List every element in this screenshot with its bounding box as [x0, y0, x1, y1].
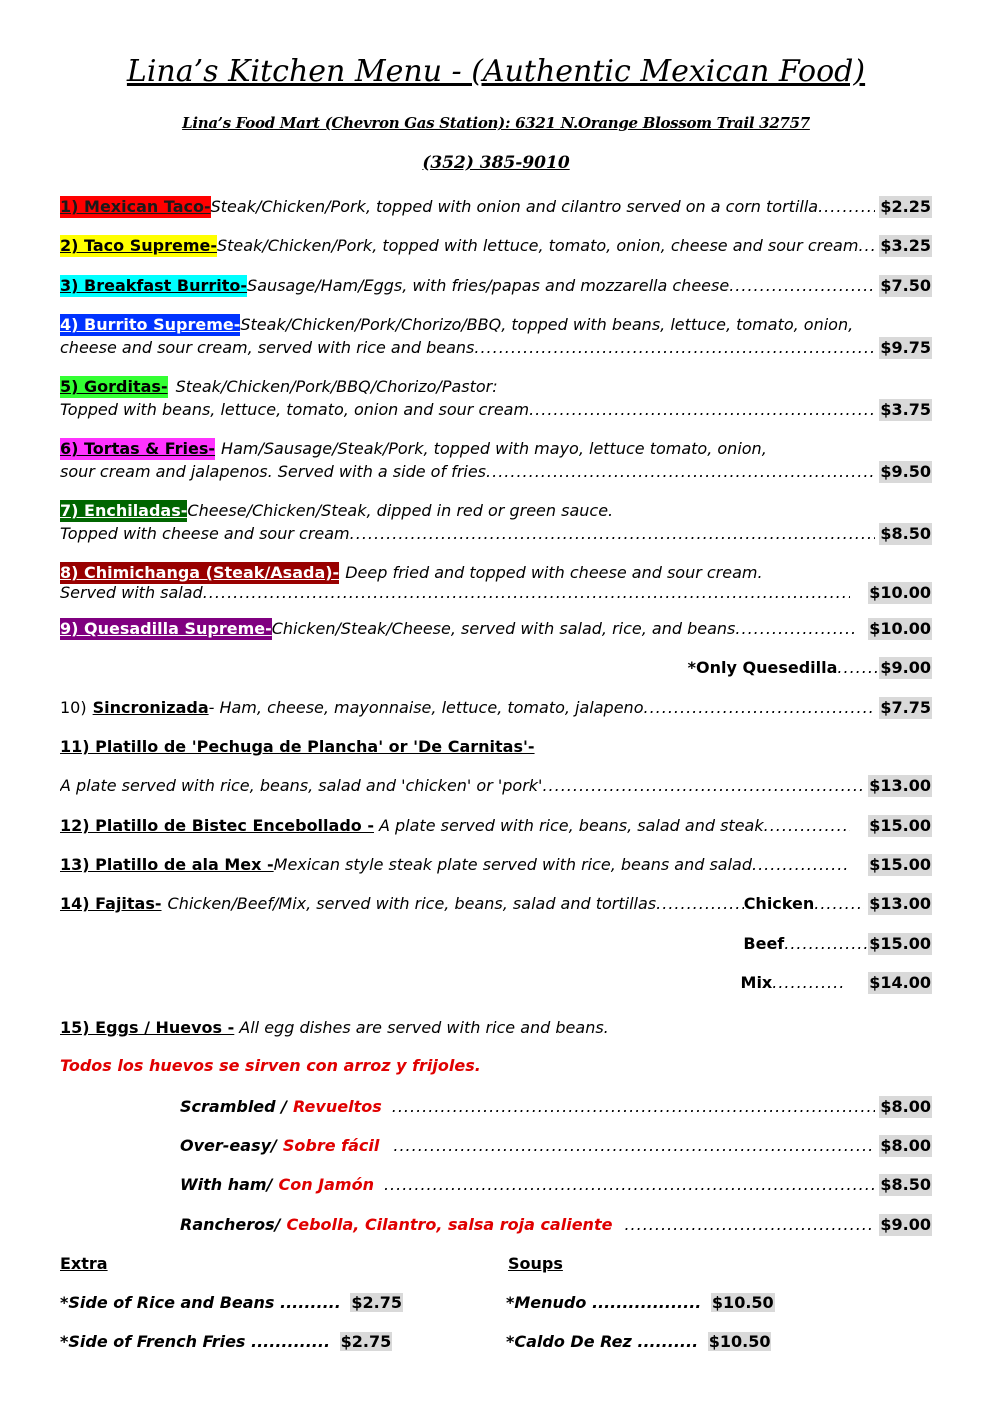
egg-option-price: $8.00	[880, 1136, 931, 1155]
leader-dots	[203, 582, 851, 604]
menu-item-gorditas	[60, 376, 932, 398]
item-description: A plate served with rice, beans, salad and steak	[378, 816, 764, 835]
soup-item-label: *Menudo ..................	[506, 1293, 702, 1312]
item-name: 9) Quesadilla Supreme-	[60, 619, 272, 638]
fajita-option-price: $13.00	[869, 894, 931, 913]
item-name: 3) Breakfast Burrito-	[60, 276, 248, 295]
leader-dots	[764, 815, 851, 837]
item-description: Steak/Chicken/Pork, topped with onion and cilantro served on a corn tortilla	[210, 197, 819, 216]
eggs-spanish-note: Todos los huevos se sirven con arroz y frijoles.	[60, 1056, 481, 1075]
egg-option-english: Rancheros/	[180, 1215, 281, 1234]
extra-item-label: *Side of Rice and Beans ..........	[60, 1293, 341, 1312]
item-name: 4) Burrito Supreme-	[60, 315, 241, 334]
item-description: Topped with beans, lettuce, tomato, onion and sour cream	[60, 400, 530, 419]
leader-dots	[837, 657, 879, 679]
sub-option-price: $9.00	[880, 658, 931, 677]
leader-dots	[393, 1135, 875, 1157]
soup-item-menudo	[506, 1292, 775, 1314]
leader-dots	[392, 1096, 876, 1118]
menu-item-sincronizada	[60, 697, 932, 719]
egg-option-price: $8.50	[880, 1175, 931, 1194]
fajita-option-label: Mix	[740, 973, 773, 992]
item-name: 7) Enchiladas-	[60, 501, 188, 520]
menu-item-fajitas-mix	[60, 972, 932, 994]
egg-option-over-easy	[180, 1135, 932, 1157]
item-price: $8.50	[880, 524, 931, 543]
item-price: $2.25	[880, 197, 931, 216]
item-description: sour cream and jalapenos. Served with a side of fries	[60, 462, 487, 481]
extra-item-label: *Side of French Fries .............	[60, 1332, 331, 1351]
egg-option-scrambled	[180, 1096, 932, 1118]
soup-item-price: $10.50	[708, 1332, 771, 1351]
item-price: $7.50	[880, 276, 931, 295]
extra-item-price: $2.75	[340, 1332, 392, 1351]
menu-item-chimichanga-line2	[60, 582, 932, 604]
item-name: 6) Tortas & Fries-	[60, 439, 216, 458]
leader-dots	[542, 775, 864, 797]
item-description: A plate served with rice, beans, salad and 'chicken' or 'pork'	[60, 776, 543, 795]
leader-dots	[772, 972, 844, 994]
sub-option-label: *Only Quesedilla	[687, 658, 838, 677]
item-description: Deep fried and topped with cheese and sour cream.	[345, 563, 763, 582]
item-description: Chicken/Steak/Cheese, served with salad, rice, and beans	[271, 619, 736, 638]
menu-item-eggs	[60, 1017, 932, 1039]
leader-dots	[818, 196, 875, 218]
egg-option-english: Scrambled /	[180, 1097, 288, 1116]
menu-item-platillo-pechuga-line2	[60, 775, 932, 797]
egg-option-spanish: Con Jamón	[278, 1175, 374, 1194]
menu-item-mexican-taco	[60, 196, 932, 218]
egg-option-spanish: Revueltos	[293, 1097, 382, 1116]
menu-item-fajitas	[60, 893, 932, 915]
item-description: Steak/Chicken/Pork/BBQ/Chorizo/Pastor:	[175, 377, 498, 396]
menu-item-burrito-supreme-line2	[60, 337, 932, 359]
menu-title: Lina’s Kitchen Menu - (Authentic Mexican Food)	[126, 54, 866, 89]
item-description: Chicken/Beef/Mix, served with rice, beans, salad and tortillas	[167, 894, 657, 913]
menu-item-quesadilla-supreme	[60, 618, 932, 640]
menu-item-chimichanga	[60, 562, 932, 584]
extra-item-rice-beans	[60, 1292, 403, 1314]
menu-item-ala-mex	[60, 854, 932, 876]
item-price: $9.50	[880, 462, 931, 481]
item-price: $10.00	[869, 583, 931, 602]
item-number: 10)	[60, 698, 87, 717]
item-name: 11) Platillo de 'Pechuga de Plancha' or 'De Carnitas'-	[60, 737, 535, 756]
menu-item-bistec-encebollado	[60, 815, 932, 837]
fajita-option-label: Chicken	[743, 894, 815, 913]
leader-dots	[784, 933, 868, 955]
leader-dots	[656, 893, 744, 915]
menu-item-tortas-fries	[60, 438, 932, 460]
item-name: 2) Taco Supreme-	[60, 236, 217, 255]
item-description: Steak/Chicken/Pork/Chorizo/BBQ, topped with beans, lettuce, tomato, onion,	[240, 315, 854, 334]
item-name: Sincronizada	[92, 698, 209, 717]
item-description: Mexican style steak plate served with rice, beans and salad	[273, 855, 752, 874]
item-name: 13) Platillo de ala Mex -	[60, 855, 274, 874]
menu-item-taco-supreme	[60, 235, 932, 257]
item-name: 15) Eggs / Huevos -	[60, 1018, 235, 1037]
menu-item-only-quesadilla	[60, 657, 932, 679]
item-price: $10.00	[869, 619, 931, 638]
egg-option-english: Over-easy/	[180, 1136, 277, 1155]
item-price: $15.00	[869, 816, 931, 835]
item-description: Ham/Sausage/Steak/Pork, topped with mayo, lettuce tomato, onion,	[221, 439, 767, 458]
extra-item-french-fries	[60, 1331, 392, 1353]
leader-dots	[624, 1214, 875, 1236]
leader-dots	[729, 275, 875, 297]
soups-heading: Soups	[508, 1254, 563, 1273]
leader-dots	[474, 337, 875, 359]
item-price: $15.00	[869, 855, 931, 874]
egg-option-english: With ham/	[180, 1175, 273, 1194]
item-description: - Ham, cheese, mayonnaise, lettuce, tomato, jalapeno	[208, 698, 644, 717]
leader-dots	[735, 618, 856, 640]
item-description: Cheese/Chicken/Steak, dipped in red or green sauce.	[187, 501, 614, 520]
item-description: cheese and sour cream, served with rice and beans	[60, 338, 475, 357]
egg-option-price: $8.00	[880, 1097, 931, 1116]
menu-item-burrito-supreme	[60, 314, 932, 336]
item-description: All egg dishes are served with rice and beans.	[239, 1018, 609, 1037]
item-description: Steak/Chicken/Pork, topped with lettuce, tomato, onion, cheese and sour cream	[216, 236, 859, 255]
item-price: $7.75	[880, 698, 931, 717]
store-address: Lina’s Food Mart (Chevron Gas Station): 6321 N.Orange Blossom Trail 32757	[182, 114, 810, 132]
leader-dots	[752, 854, 850, 876]
soup-item-label: *Caldo De Rez ..........	[506, 1332, 699, 1351]
leader-dots	[384, 1174, 875, 1196]
egg-option-price: $9.00	[880, 1215, 931, 1234]
item-price: $13.00	[869, 776, 931, 795]
item-description: Served with salad	[60, 583, 203, 602]
item-description: Sausage/Ham/Eggs, with fries/papas and mozzarella cheese	[247, 276, 730, 295]
fajita-option-price: $15.00	[869, 934, 931, 953]
item-name: 1) Mexican Taco-	[60, 197, 211, 216]
store-phone: (352) 385-9010	[422, 153, 570, 173]
leader-dots	[814, 893, 864, 915]
item-name: 14) Fajitas-	[60, 894, 162, 913]
leader-dots	[350, 523, 876, 545]
extra-heading: Extra	[60, 1254, 108, 1273]
fajita-option-label: Beef	[743, 934, 785, 953]
menu-item-fajitas-beef	[60, 933, 932, 955]
soup-item-caldo-de-rez	[506, 1331, 771, 1353]
item-name: 5) Gorditas-	[60, 377, 168, 396]
menu-item-enchiladas	[60, 500, 932, 522]
egg-option-rancheros	[180, 1214, 932, 1236]
menu-item-platillo-pechuga	[60, 736, 932, 758]
item-price: $3.25	[880, 236, 931, 255]
menu-item-enchiladas-line2	[60, 523, 932, 545]
leader-dots	[486, 461, 875, 483]
egg-option-spanish: Cebolla, Cilantro, salsa roja caliente	[286, 1215, 613, 1234]
extra-item-price: $2.75	[351, 1293, 402, 1312]
item-price: $9.75	[880, 338, 931, 357]
leader-dots	[529, 399, 875, 421]
leader-dots	[643, 697, 875, 719]
item-description: Topped with cheese and sour cream	[60, 524, 350, 543]
soup-item-price: $10.50	[711, 1293, 774, 1312]
egg-option-spanish: Sobre fácil	[282, 1136, 380, 1155]
fajita-option-price: $14.00	[869, 973, 931, 992]
menu-item-gorditas-line2	[60, 399, 932, 421]
leader-dots	[858, 235, 875, 257]
menu-item-tortas-fries-line2	[60, 461, 932, 483]
item-name: 12) Platillo de Bistec Encebollado -	[60, 816, 374, 835]
egg-option-with-ham	[180, 1174, 932, 1196]
menu-item-breakfast-burrito	[60, 275, 932, 297]
item-name: 8) Chimichanga (Steak/Asada)-	[60, 563, 340, 582]
item-price: $3.75	[880, 400, 931, 419]
